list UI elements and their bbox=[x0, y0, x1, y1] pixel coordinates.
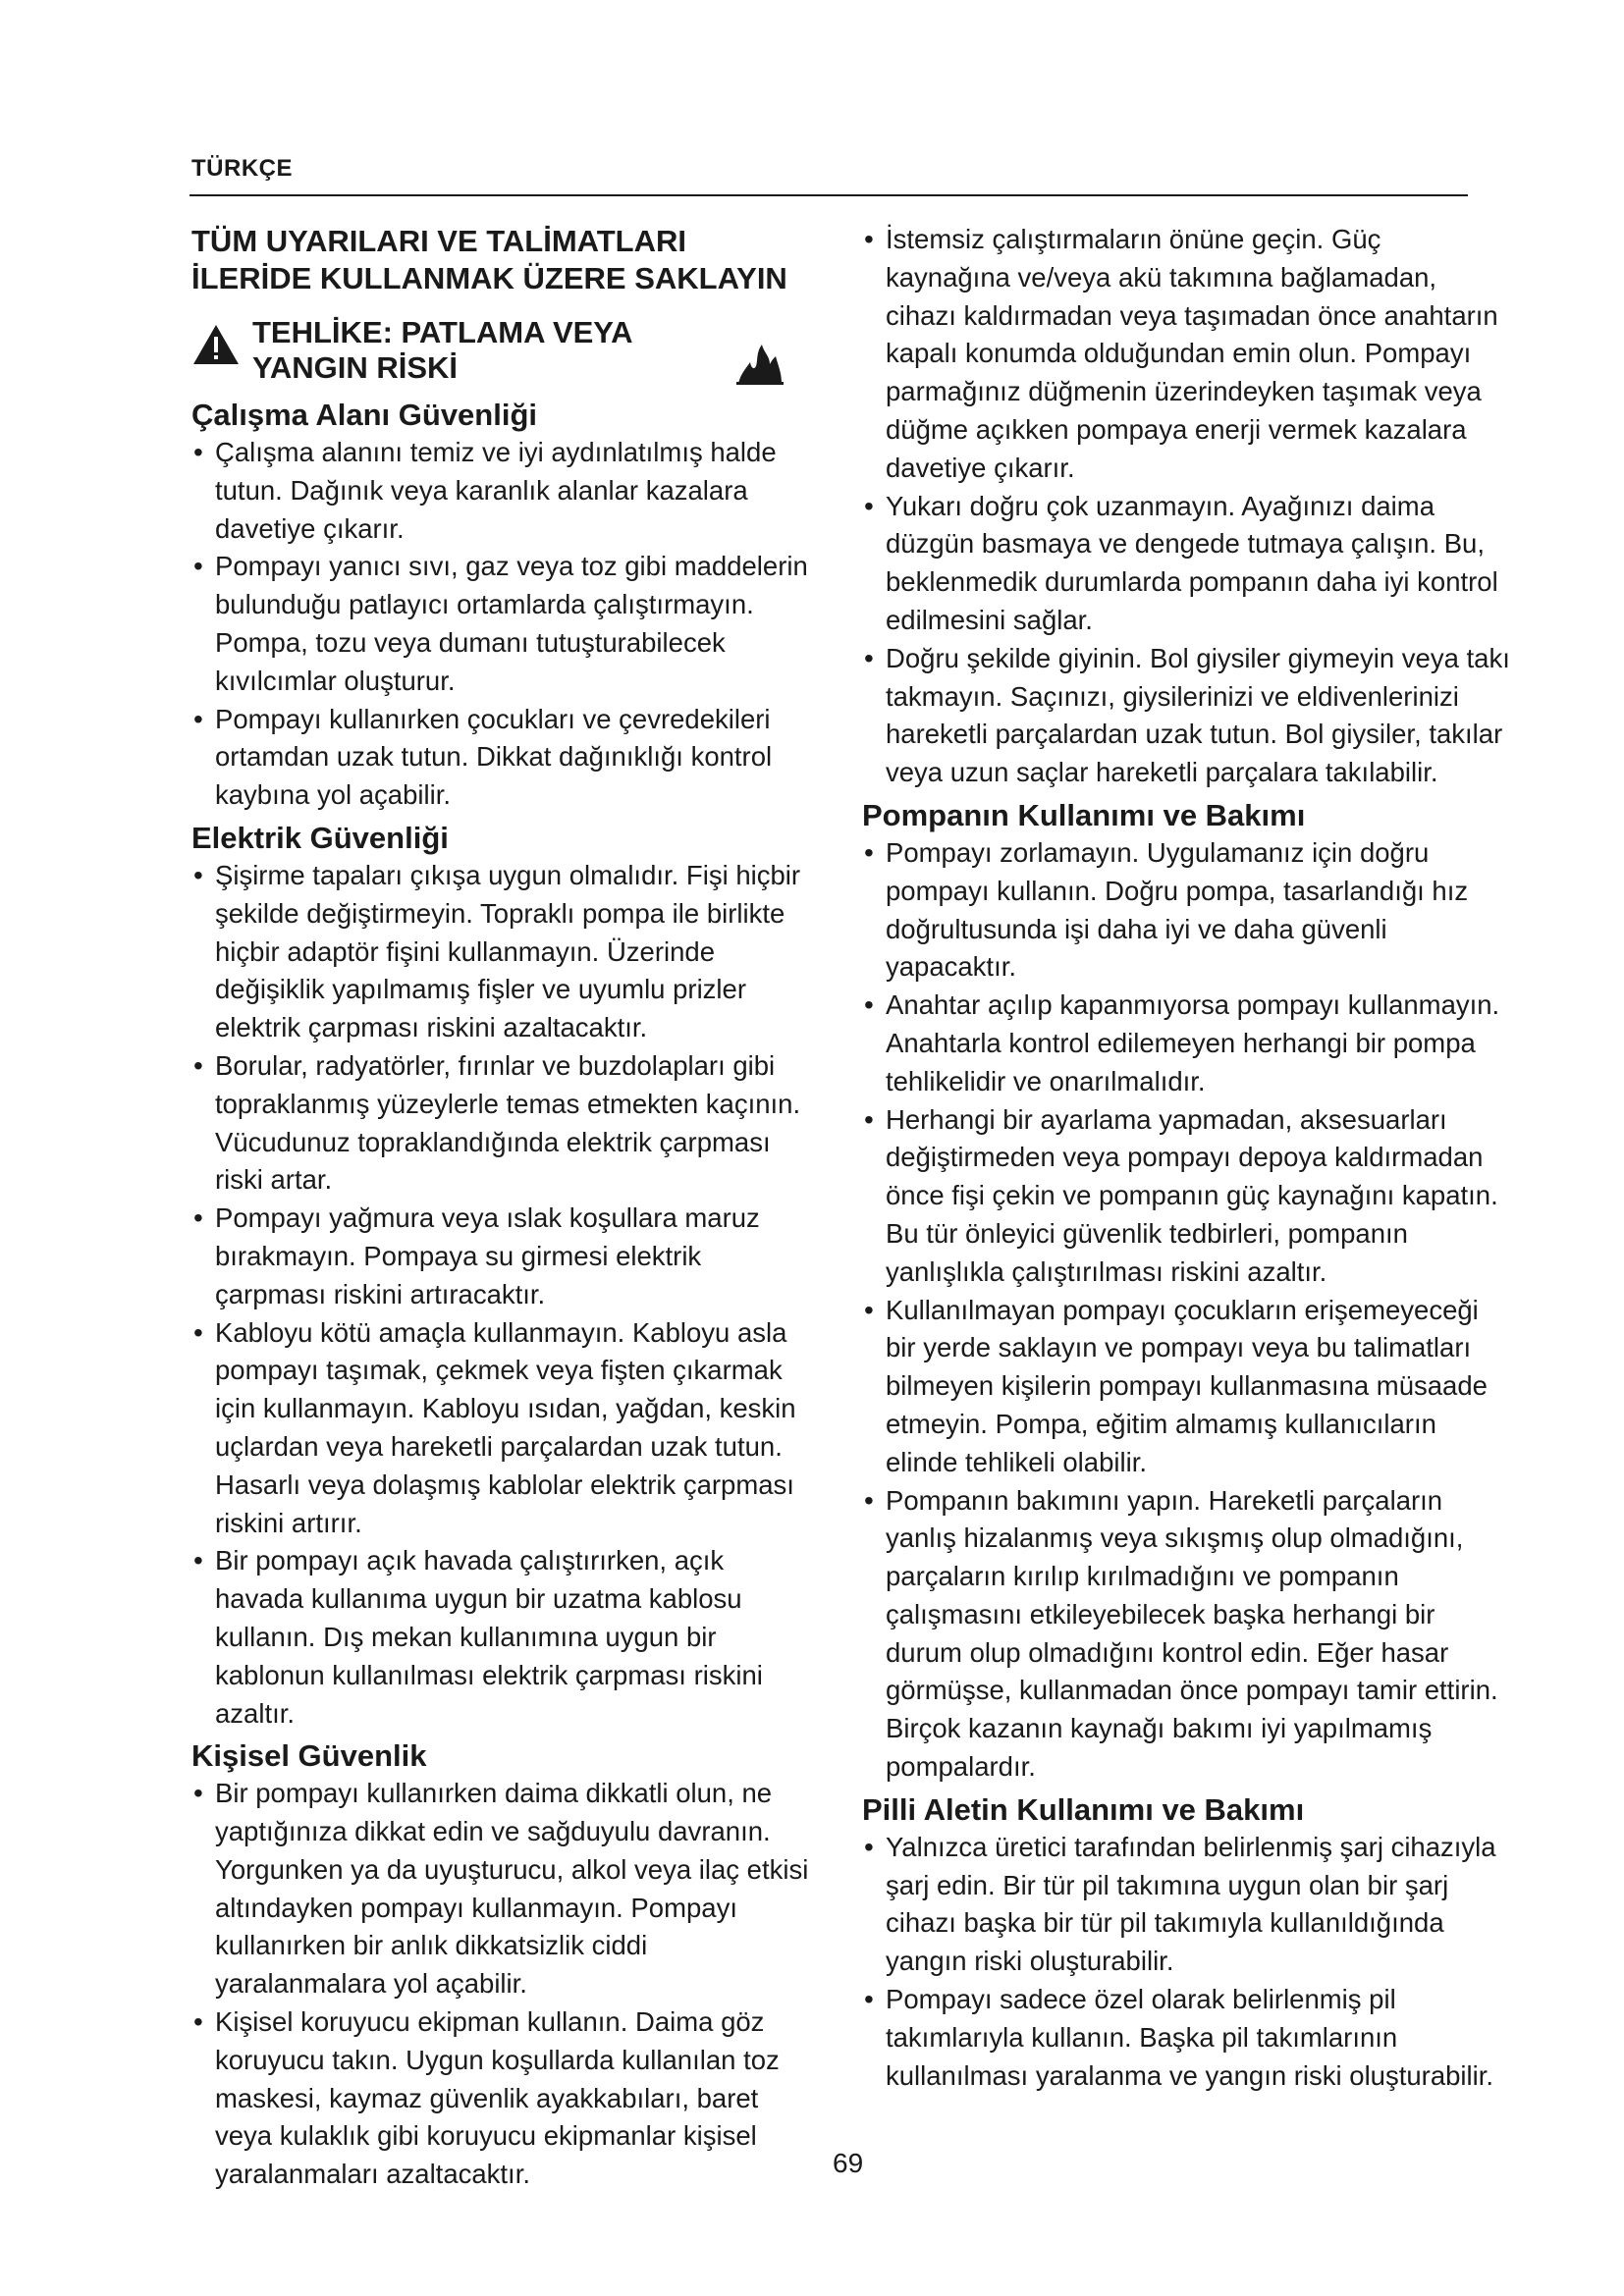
section-title-pump-use: Pompanın Kullanımı ve Bakımı bbox=[862, 797, 1306, 832]
list-item: • Bir pompayı açık havada çalıştırırken, açık havada kullanıma uygun bir uzatma kablosu kullanın. Dış mekan kullanımına uygun bir kablonun kullanılması elektrik çarpması riskini azaltır. bbox=[191, 1542, 810, 1733]
list-item: • Pompayı sadece özel olarak belirlenmiş pil takımlarıyla kullanın. Başka pil takımlarının kullanılması yaralanma ve yangın riski oluşturabilir. bbox=[862, 1981, 1510, 2095]
list-item: • Herhangi bir ayarlama yapmadan, aksesuarları değiştirmeden veya pompayı depoya kaldırmadan önce fişi çekin ve pompanın güç kaynağını kapatın. Bu tür önleyici güvenlik tedbirleri, pompanın yanlışlıkla çalıştırılması riskini azaltır. bbox=[862, 1101, 1510, 1292]
list-item: • Doğru şekilde giyinin. Bol giysiler giymeyin veya takı takmayın. Saçınızı, giysilerinizi ve eldivenlerinizi hareketli parçalardan uzak tutun. Bol giysiler, takılar veya uzun saçlar hareketli parçalara takılabilir. bbox=[862, 640, 1510, 792]
list-item: • Yalnızca üretici tarafından belirlenmiş şarj cihazıyla şarj edin. Bir tür pil takımına uygun olan bir şarj cihazı başka bir tür pil takımıyla kullanıldığında yangın riski oluşturabilir. bbox=[862, 1829, 1510, 1981]
section-title-work-area: Çalışma Alanı Güvenliği bbox=[191, 398, 538, 432]
list-item: • Borular, radyatörler, fırınlar ve buzdolapları gibi topraklanmış yüzeylerle temas etmekten kaçının. Vücudunuz topraklandığında elektrik çarpması riski artar. bbox=[191, 1047, 810, 1200]
fire-hazard-icon bbox=[734, 343, 785, 386]
danger-warning bbox=[191, 313, 810, 390]
main-title: TÜM UYARILARI VE TALİMATLARI İLERİDE KULLANMAK ÜZERE SAKLAYIN bbox=[191, 224, 787, 295]
list-item: • Çalışma alanını temiz ve iyi aydınlatılmış halde tutun. Dağınık veya karanlık alanlar kazalara davetiye çıkarır. bbox=[191, 434, 810, 548]
list-item: • Kabloyu kötü amaçla kullanmayın. Kabloyu asla pompayı taşımak, çekmek veya fişten çıkarmak için kullanmayın. Kabloyu ısıdan, yağdan, keskin uçlardan veya hareketli parçalardan uzak tutun. Hasarlı veya dolaşmış kablolar elektrik çarpması riskini artırır. bbox=[191, 1314, 810, 1543]
warning-triangle-icon bbox=[191, 323, 241, 366]
danger-text: TEHLİKE: PATLAMA VEYA YANGIN RİSKİ bbox=[252, 315, 632, 385]
list-item: • Pompayı zorlamayın. Uygulamanız için doğru pompayı kullanın. Doğru pompa, tasarlandığı hız doğrultusunda işi daha iyi ve daha güvenli yapacaktır. bbox=[862, 834, 1510, 987]
list-item: • Kullanılmayan pompayı çocukların erişemeyeceği bir yerde saklayın ve pompayı veya bu talimatları bilmeyen kişilerin pompayı kullanmasına müsaade etmeyin. Pompa, eğitim almamış kullanıcıların elinde tehlikeli olabilir. bbox=[862, 1292, 1510, 1482]
section-title-battery-tool: Pilli Aletin Kullanımı ve Bakımı bbox=[862, 1791, 1305, 1827]
list-item: • Pompanın bakımını yapın. Hareketli parçaların yanlış hizalanmış veya sıkışmış olup olmadığını, parçaların kırılıp kırılmadığını ve pompanın çalışmasını etkileyebilecek başka herhangi bir durum olup olmadığını kontrol edin. Eğer hasar görmüşse, kullanmadan önce pompayı tamir ettirin. Birçok kazanın kaynağı bakımı iyi yapılmamış pompalardır. bbox=[862, 1482, 1510, 1787]
list-pump-use bbox=[862, 834, 1510, 1787]
list-item: • Kişisel koruyucu ekipman kullanın. Daima göz koruyucu takın. Uygun koşullarda kullanılan toz maskesi, kaymaz güvenlik ayakkabıları, baret veya kulaklık gibi koruyucu ekipmanlar kişisel yaralanmaları azaltacaktır. bbox=[191, 2003, 810, 2194]
list-work-area bbox=[191, 434, 810, 815]
list-item: • Bir pompayı kullanırken daima dikkatli olun, ne yaptığınıza dikkat edin ve sağduyulu davranın. Yorgunken ya da uyuşturucu, alkol veya ilaç etkisi altındayken pompayı kullanmayın. Pompayı kullanırken bir anlık dikkatsizlik ciddi yaralanmalara yol açabilir. bbox=[191, 1775, 810, 2003]
list-electrical bbox=[191, 857, 810, 1733]
right-column bbox=[862, 221, 1510, 2099]
language-header: TÜRKÇE bbox=[191, 155, 293, 182]
list-item: • Yukarı doğru çok uzanmayın. Ayağınızı daima düzgün basmaya ve dengede tutmaya çalışın. Bu, beklenmedik durumlarda pompanın daha iyi kontrol edilmesini sağlar. bbox=[862, 488, 1510, 640]
list-battery-tool bbox=[862, 1829, 1510, 2096]
list-item: • Pompayı yağmura veya ıslak koşullara maruz bırakmayın. Pompaya su girmesi elektrik çarpması riskini artıracaktır. bbox=[191, 1200, 810, 1313]
section-title-electrical: Elektrik Güvenliği bbox=[191, 820, 449, 855]
list-item: • Şişirme tapaları çıkışa uygun olmalıdır. Fişi hiçbir şekilde değiştirmeyin. Topraklı pompa ile birlikte hiçbir adaptör fişini kullanmayın. Üzerinde değişiklik yapılmamış fişler ve uyumlu prizler elektrik çarpması riskini azaltacaktır. bbox=[191, 857, 810, 1047]
list-item: • Pompayı kullanırken çocukları ve çevredekileri ortamdan uzak tutun. Dikkat dağınıklığı kontrol kaybına yol açabilir. bbox=[191, 701, 810, 815]
page-number: 69 bbox=[833, 2148, 864, 2178]
left-column bbox=[191, 221, 810, 2198]
list-item: • İstemsiz çalıştırmaların önüne geçin. Güç kaynağına ve/veya akü takımına bağlamadan, cihazı kaldırmadan veya taşımadan önce anahtarın kapalı konumda olduğundan emin olun. Pompayı parmağınız düğmenin üzerindeyken taşımak veya düğme açıkken pompaya enerji vermek kazalara davetiye çıkarır. bbox=[862, 221, 1510, 488]
list-personal bbox=[191, 1775, 810, 2194]
list-personal-continued bbox=[862, 221, 1510, 792]
list-item: • Pompayı yanıcı sıvı, gaz veya toz gibi maddelerin bulunduğu patlayıcı ortamlarda çalıştırmayın. Pompa, tozu veya dumanı tutuşturabilecek kıvılcımlar oluşturur. bbox=[191, 548, 810, 700]
section-title-personal: Kişisel Güvenlik bbox=[191, 1738, 427, 1774]
header-rule bbox=[189, 194, 1468, 196]
list-item: • Anahtar açılıp kapanmıyorsa pompayı kullanmayın. Anahtarla kontrol edilemeyen herhangi bir pompa tehlikelidir ve onarılmalıdır. bbox=[862, 987, 1510, 1100]
